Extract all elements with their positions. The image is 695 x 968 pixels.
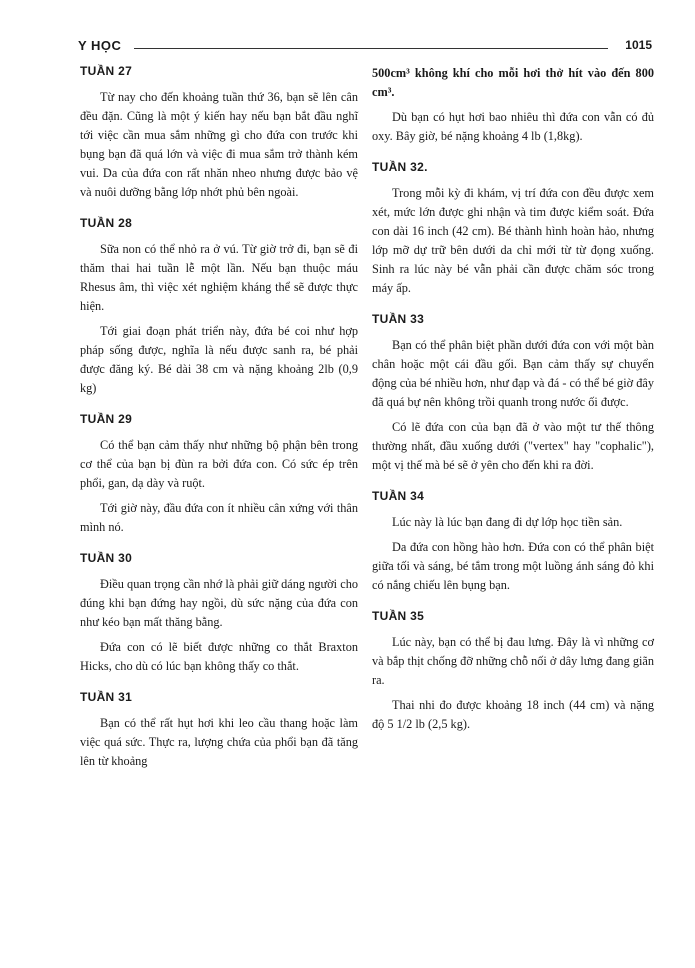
paragraph: 500cm³ không khí cho mỗi hơi thở hít vào đến 800 cm³.: [372, 66, 654, 99]
paragraph: Lúc này là lúc bạn đang đi dự lớp học tiền sản.: [392, 515, 623, 529]
week-34-section: [372, 489, 654, 595]
paragraph: Trong mỗi kỳ đi khám, vị trí đứa con đều được xem xét, mức lớn được ghi nhận và tim được kiểm soát. Đứa con dài 16 inch (42 cm). Bé thành hình hoàn hảo, nhưng lớp mỡ dự trữ bên dưới da chỉ mới từ từ đọng xuống. Sinh ra lúc này bé vẫn phải cần được chăm sóc trong máy ấp.: [372, 186, 654, 295]
paragraph: Bạn có thể rất hụt hơi khi leo cầu thang hoặc làm việc quá sức. Thực ra, lượng chứa của phổi bạn đã tăng lên từ khoảng: [80, 716, 358, 768]
week-heading: TUẦN 29: [80, 412, 133, 426]
paragraph: Dù bạn có hụt hơi bao nhiêu thì đứa con vẫn có đủ oxy. Bây giờ, bé nặng khoảng 4 lb (1,8kg).: [372, 110, 654, 143]
week-heading: TUẦN 27: [80, 64, 133, 78]
paragraph: Tới giai đoạn phát triển này, đứa bé coi như hợp pháp sống được, nghĩa là nếu được sanh ra, bé phải được đăng ký. Bé dài 38 cm và nặng khoảng 2lb (0,9 kg): [80, 324, 358, 395]
paragraph: Da đứa con hồng hào hơn. Đứa con có thể phân biệt giữa tối và sáng, bé tắm trong một luồng ánh sáng đỏ khi có nắng chiếu lên bụng bạn.: [372, 540, 654, 592]
paragraph: Sữa non có thể nhỏ ra ở vú. Từ giờ trở đi, bạn sẽ đi thăm thai hai tuần lễ một lần. Nếu bạn thuộc máu Rhesus âm, thì việc xét nghiệm kháng thể sẽ được thực hiện.: [80, 242, 358, 313]
week-heading: TUẦN 34: [372, 489, 425, 503]
week-heading: TUẦN 30: [80, 551, 133, 565]
paragraph: Từ nay cho đến khoảng tuần thứ 36, bạn sẽ lên cân đều đặn. Cũng là một ý kiến hay nếu bạn bắt đầu nghĩ tới việc cần mua sắm những gì cho đứa con trước khi bụng bạn đã quá lớn và việc đi mua sắm trở thành kém vui. Da của đứa con rất nhăn nheo nhưng được bảo vệ và nuôi dưỡng bằng lớp nhớt phủ bên ngoài.: [80, 90, 358, 199]
week-31-section: [80, 690, 358, 771]
week-27-section: [80, 64, 358, 202]
week-28-section: [80, 216, 358, 398]
left-column: [80, 64, 358, 785]
week-heading: TUẦN 35: [372, 609, 425, 623]
right-column: [372, 64, 654, 748]
week-35-section: [372, 609, 654, 734]
section-title: Y HỌC: [78, 38, 122, 53]
page-number: 1015: [625, 38, 652, 52]
week-heading: TUẦN 32.: [372, 160, 428, 174]
week-heading: TUẦN 28: [80, 216, 133, 230]
week-33-section: [372, 312, 654, 475]
week-32-section: [372, 160, 654, 298]
header-rule: [134, 48, 608, 49]
running-header: [78, 38, 652, 58]
paragraph: Điều quan trọng cần nhớ là phải giữ dáng người cho đúng khi bạn đứng hay ngồi, dù sức nặng của đứa con như kéo bạn mất thăng bằng.: [80, 577, 358, 629]
week-heading: TUẦN 31: [80, 690, 133, 704]
week-31-continued: [372, 64, 654, 146]
paragraph: Lúc này, bạn có thể bị đau lưng. Đây là vì những cơ và bắp thịt chống đỡ những chỗ nối ở dây lưng đang giãn ra.: [372, 635, 654, 687]
paragraph: Có lẽ đứa con của bạn đã ở vào một tư thế thông thường nhất, đầu xuống dưới ("vertex" hay "cophalic"), một vị thế mà bé sẽ ở yên cho đến khi ra đời.: [372, 420, 654, 472]
week-29-section: [80, 412, 358, 537]
paragraph: Có thể bạn cảm thấy như những bộ phận bên trong cơ thể của bạn bị đùn ra bởi đứa con. Có sức ép trên phổi, gan, dạ dày và ruột.: [80, 438, 358, 490]
week-30-section: [80, 551, 358, 676]
week-heading: TUẦN 33: [372, 312, 425, 326]
paragraph: Tới giờ này, đầu đứa con ít nhiều cân xứng với thân mình nó.: [80, 501, 358, 534]
paragraph: Bạn có thể phân biệt phần dưới đứa con với một bàn chân hoặc một cái đầu gối. Bạn cảm thấy sự chuyển động của bé nhiều hơn, như đạp và đá - có thể bé giờ đây đã quá bự nên không trồi quanh trong nước ối được.: [372, 338, 654, 409]
paragraph: Thai nhi đo được khoảng 18 inch (44 cm) và nặng độ 5 1/2 lb (2,5 kg).: [372, 698, 654, 731]
paragraph: Đứa con có lẽ biết được những co thắt Braxton Hicks, cho dù có lúc bạn không thấy co thắt.: [80, 640, 358, 673]
